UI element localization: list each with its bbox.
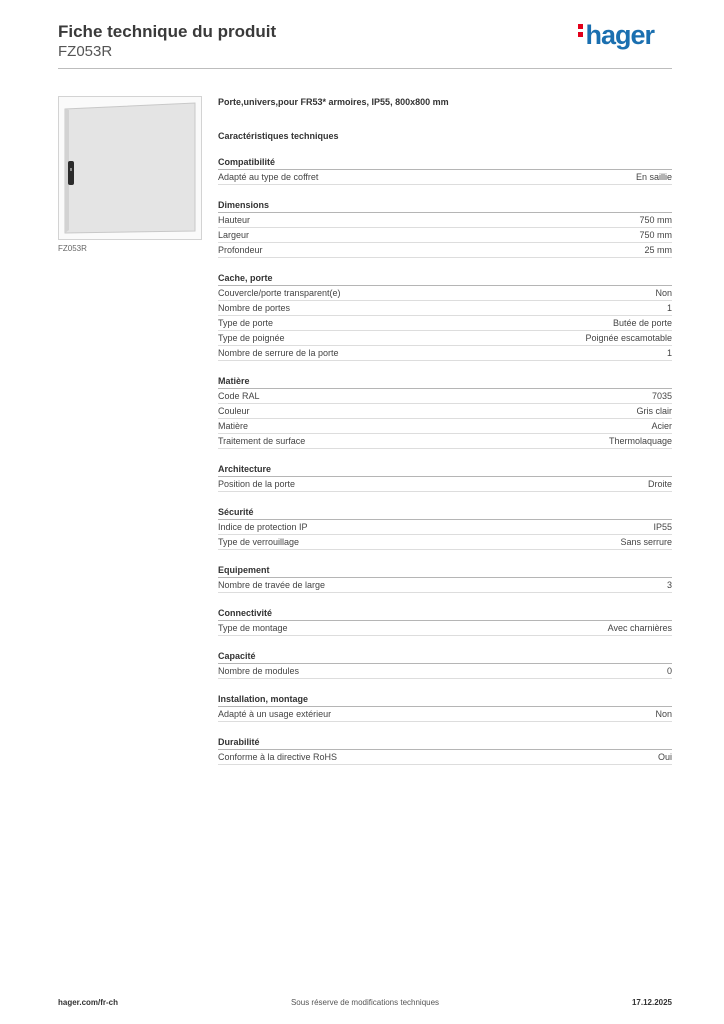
footer-date: 17.12.2025 <box>631 998 672 1007</box>
spec-section <box>218 650 672 679</box>
spec-value: Non <box>655 288 672 298</box>
spec-value: Sans serrure <box>620 537 672 547</box>
spec-label: Type de poignée <box>218 333 285 343</box>
door-panel-illustration <box>59 97 201 239</box>
spec-label: Couleur <box>218 406 250 416</box>
page-header <box>58 20 672 70</box>
spec-row <box>218 331 672 346</box>
hager-logo <box>578 20 654 51</box>
spec-label: Type de porte <box>218 318 274 328</box>
footer-notice: Sous réserve de modifications techniques <box>290 998 440 1007</box>
spec-value: Gris clair <box>636 406 672 416</box>
header-divider <box>58 68 672 69</box>
spec-sections <box>218 156 672 765</box>
spec-value: Avec charnières <box>607 623 672 633</box>
spec-value: En saillie <box>635 172 672 182</box>
spec-row <box>218 477 672 492</box>
spec-label: Nombre de portes <box>218 303 291 313</box>
logo-text: hager <box>585 20 654 50</box>
spec-row <box>218 419 672 434</box>
spec-label: Nombre de modules <box>218 666 300 676</box>
spec-row <box>218 404 672 419</box>
spec-row <box>218 664 672 679</box>
spec-value: Acier <box>651 421 672 431</box>
door-handle-icon <box>68 161 74 185</box>
spec-row <box>218 750 672 765</box>
spec-section <box>218 272 672 361</box>
spec-row <box>218 243 672 258</box>
spec-value: IP55 <box>653 522 672 532</box>
image-caption: FZ053R <box>58 244 87 253</box>
spec-value: Non <box>655 709 672 719</box>
spec-row <box>218 434 672 449</box>
spec-value: 25 mm <box>644 245 672 255</box>
spec-label: Conforme à la directive RoHS <box>218 752 338 762</box>
spec-value: 7035 <box>651 391 672 401</box>
spec-label: Largeur <box>218 230 250 240</box>
section-title: Durabilité <box>218 736 672 750</box>
section-title: Matière <box>218 375 672 389</box>
spec-value: Oui <box>657 752 672 762</box>
spec-row <box>218 346 672 361</box>
spec-row <box>218 535 672 550</box>
spec-label: Hauteur <box>218 215 251 225</box>
section-title: Cache, porte <box>218 272 672 286</box>
spec-value: Butée de porte <box>612 318 672 328</box>
product-description: Porte,univers,pour FR53* armoires, IP55, 800x800 mm <box>218 97 449 107</box>
spec-value: 750 mm <box>639 215 672 225</box>
spec-content <box>218 96 672 765</box>
spec-label: Adapté à un usage extérieur <box>218 709 332 719</box>
spec-row <box>218 389 672 404</box>
spec-value: 1 <box>666 303 672 313</box>
spec-value: Droite <box>647 479 672 489</box>
spec-section <box>218 506 672 550</box>
spec-label: Nombre de travée de large <box>218 580 326 590</box>
spec-row <box>218 301 672 316</box>
spec-row <box>218 213 672 228</box>
section-title: Sécurité <box>218 506 672 520</box>
spec-label: Matière <box>218 421 249 431</box>
section-title: Installation, montage <box>218 693 672 707</box>
spec-row <box>218 621 672 636</box>
spec-value: Thermolaquage <box>608 436 672 446</box>
spec-section <box>218 736 672 765</box>
spec-section <box>218 607 672 636</box>
spec-row <box>218 578 672 593</box>
product-reference: FZ053R <box>58 43 113 60</box>
spec-row <box>218 170 672 185</box>
spec-label: Couvercle/porte transparent(e) <box>218 288 341 298</box>
spec-row <box>218 316 672 331</box>
section-title: Architecture <box>218 463 672 477</box>
spec-section <box>218 463 672 492</box>
spec-value: 3 <box>666 580 672 590</box>
spec-value: 750 mm <box>639 230 672 240</box>
spec-row <box>218 228 672 243</box>
spec-section <box>218 199 672 258</box>
document-title: Fiche technique du produit <box>58 22 277 41</box>
spec-label: Type de montage <box>218 623 288 633</box>
spec-value: 1 <box>666 348 672 358</box>
spec-label: Indice de protection IP <box>218 522 308 532</box>
spec-row <box>218 520 672 535</box>
spec-label: Type de verrouillage <box>218 537 300 547</box>
spec-section <box>218 156 672 185</box>
spec-label: Traitement de surface <box>218 436 306 446</box>
spec-row <box>218 286 672 301</box>
spec-section <box>218 564 672 593</box>
product-image <box>58 96 202 240</box>
spec-label: Adapté au type de coffret <box>218 172 319 182</box>
technical-characteristics-heading: Caractéristiques techniques <box>218 131 339 141</box>
section-title: Equipement <box>218 564 672 578</box>
spec-section <box>218 375 672 449</box>
footer-website: hager.com/fr-ch <box>58 998 119 1007</box>
section-title: Connectivité <box>218 607 672 621</box>
spec-label: Profondeur <box>218 245 263 255</box>
spec-row <box>218 707 672 722</box>
logo-colon-icon <box>578 21 583 40</box>
spec-label: Nombre de serrure de la porte <box>218 348 339 358</box>
section-title: Compatibilité <box>218 156 672 170</box>
spec-value: 0 <box>666 666 672 676</box>
spec-value: Poignée escamotable <box>585 333 672 343</box>
spec-section <box>218 693 672 722</box>
section-title: Capacité <box>218 650 672 664</box>
spec-label: Code RAL <box>218 391 260 401</box>
section-title: Dimensions <box>218 199 672 213</box>
spec-label: Position de la porte <box>218 479 296 489</box>
